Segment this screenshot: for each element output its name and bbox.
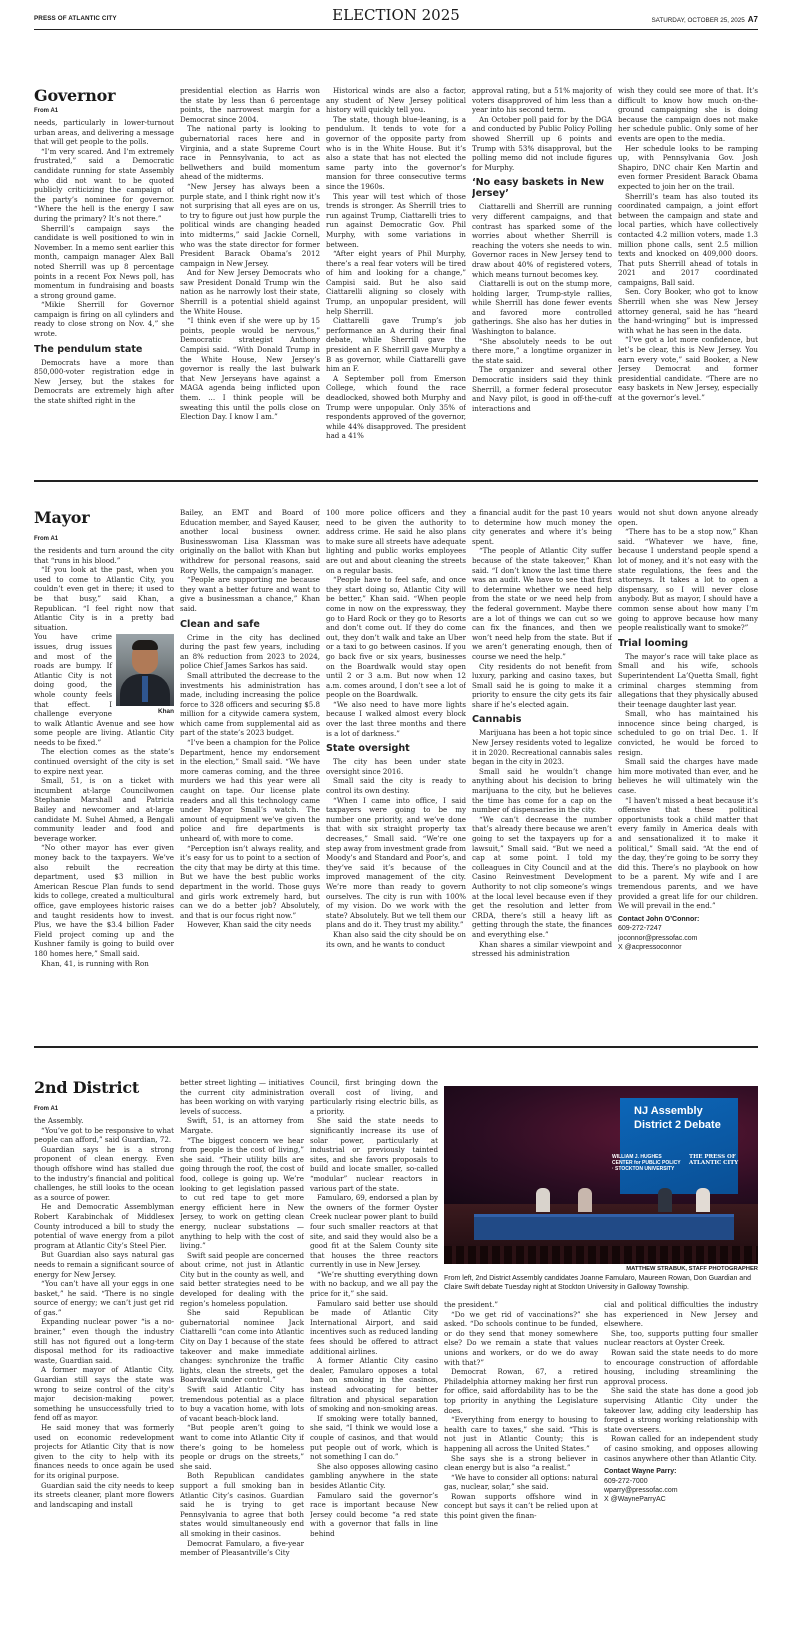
paragraph: Small, 51, is on a ticket with incumbent at-large Councilwomen Stephanie Marshall and Patricia Bailey and newcomer and at-large candidate M. Suhel Ahmed, a Bengali community leader and food and beverage worker. [34, 776, 174, 843]
paragraph: “The people of Atlantic City suffer because of the state takeover,” Khan said. “I don’t know the last time there was an audit. We have to see that first to determine whether we need help from the state or we need help from the federal government. Maybe there are a lot of things we can cut so we can fix the finances, and then we won’t need help from the state. But if we aren’t generating enough, then of course we need the help.” [472, 546, 612, 661]
paragraph: And for New Jersey Democrats who saw President Donald Trump win the nation as he narrowly lost their state, Sherrill is a potential shield against the White House. [180, 268, 320, 316]
paragraph: This year will test which of those trends is stronger. As Sherrill tries to run against Trump, Ciattarelli tries to run against Democratic Gov. Phil Murphy, with some variations in between. [326, 191, 466, 249]
district-col-5 [604, 1300, 758, 1636]
paragraph: Khan shares a similar viewpoint and stressed his administration [472, 939, 612, 959]
contact-email[interactable]: wparry@pressofac.com [604, 1486, 678, 1494]
paragraph: She said the state has done a good job supervising Atlantic City under the takeover law, adding city leadership has forged a strong working relationship with state overseers. [604, 1386, 758, 1434]
paragraph: Marijuana has been a hot topic since New Jersey residents voted to legalize it in 2020. Recreational cannabis sales began in the city in 2023. [472, 728, 612, 767]
paragraph: A former mayor of Atlantic City, Guardian still says the state was wrong to seize control of the city’s major decision-making power, something he unsuccessfully tried to fend off as mayor. [34, 1365, 174, 1423]
paragraph: approval rating, but a 51% majority of voters disapproved of him less than a year into his second term. [472, 86, 612, 115]
district-col-1 [34, 1116, 174, 1636]
district-col-2 [180, 1078, 304, 1636]
paragraph: the residents and turn around the city that “runs in his blood.” [34, 546, 174, 565]
governor-col-2 [180, 86, 320, 470]
debate-table [474, 1214, 734, 1240]
paragraph: would not shut down anyone already open. [618, 508, 758, 527]
paragraph: Swift said people are concerned about crime, not just in Atlantic City but in the county as well, and said better strategies need to be developed for dealing with the region’s homeless population. [180, 1250, 304, 1308]
paragraph: Rowan supports offshore wind in concept but says it can’t be relied upon at this point given the finan- [444, 1491, 598, 1521]
mayor-col-5 [618, 508, 758, 1036]
paragraph: “I’m very scared. And I’m extremely frustrated,” said a Democratic candidate running for state Assembly who did not want to be quoted publicly criticizing the campaign of the party’s nominee for governor. “Where the hell is the energy I saw during the primary? It’s not there.” [34, 146, 174, 223]
paragraph: Her schedule looks to be ramping up, with Pennsylvania Gov. Josh Shapiro, DNC chair Ken Martin and even former President Barack Obama expected to join her on the trail. [618, 143, 758, 191]
date-text: SATURDAY, OCTOBER 25, 2025 [651, 17, 745, 24]
paragraph: Rowan called for an independent study of casino smoking, and opposes allowing casinos anywhere other than Atlantic City. [604, 1434, 758, 1463]
contact-phone: 609-272-7247 [618, 925, 662, 933]
paragraph: “She absolutely needs to be out there more,” a longtime organizer in the state said. [472, 336, 612, 365]
paragraph: The national party is looking to gubernatorial races here and in Virginia, and a state Supreme Court race in Pennsylvania, to act as bellwethers and build momentum ahead of the midterms. [180, 124, 320, 182]
mayor-jump-line: From A1 [34, 536, 59, 542]
paragraph: “We’re shutting everything down with no backup, and we all pay the price for it,” she said. [310, 1269, 438, 1299]
paragraph: 100 more police officers and they need to be given the authority to address crime. He said he also plans to make sure all streets have adequate lighting and public works employees are out and about cleaning the streets on a regular basis. [326, 508, 466, 575]
paragraph: “I’ve got a lot more confidence, but let’s be clear, this is New Jersey. You earn every vote,” said Booker, a New Jersey Democrat and former presidential candidate. “There are no easy baskets in New Jersey, especially at the governor’s level.” [618, 335, 758, 402]
subhead-pendulum: The pendulum state [34, 343, 143, 355]
paragraph: A September poll from Emerson College, which found the race deadlocked, showed both Murphy and Trump were unpopular. Only 35% of respondents approved of the governor, while 44% disapproved. The president had a 41% [326, 373, 466, 441]
paragraph: Famularo said better use should be made of Atlantic City International Airport, and said incentives such as reduced landing fees should be offered to attract additional airlines. [310, 1298, 438, 1356]
paragraph: Democrat Famularo, a five-year member of Pleasantville’s City [180, 1538, 304, 1558]
paragraph: An October poll paid for by the DGA and conducted by Public Policy Polling showed Sherrill up 6 points and Trump with 53% disapproval, but the polling memo did not include figures for Murphy. [472, 114, 612, 172]
paragraph: The state, though blue-leaning, is a pendulum. It tends to vote for a governor of the opposite party from who is in the White House. But it’s also a state that has not elected the same party into the governor’s mansion for three consecutive terms since the 1960s. [326, 114, 466, 191]
contact-name: Contact Wayne Parry: [604, 1468, 677, 1476]
subhead-cannabis: Cannabis [472, 714, 522, 726]
mayor-col-3 [326, 508, 466, 1036]
paragraph: wish they could see more of that. It’s difficult to know how much on-the-ground campaigning she is doing because the campaign does not make her schedule public. Only some of her events are open to the media. [618, 86, 758, 143]
candidate-figure [696, 1188, 710, 1212]
stockton-logo-text: WILLIAM J. HUGHES CENTER for PUBLIC POLICY · STOCKTON UNIVERSITY [612, 1154, 681, 1172]
paragraph: presidential election as Harris won the state by less than 6 percentage points, the narrowest margin for a Democrat since 2004. [180, 86, 320, 124]
district-jump-line: From A1 [34, 1106, 59, 1112]
district-col-3 [310, 1078, 438, 1636]
paragraph: Democrat Rowan, 67, a retired Philadelphia attorney making her first run for office, said affordability has to be the top priority in anything the Legislature does. [444, 1367, 598, 1415]
district-title: 2nd District [34, 1078, 140, 1097]
paragraph: “You can’t have all your eggs in one basket,” he said. “There is no single source of energy; we can’t just get rid of gas.” [34, 1279, 174, 1317]
paragraph: Ciattarelli gave Trump’s job performance an A during their final debate, while Sherrill gave the president an F. Sherrill gave Murphy a B as governor, while Ciattarelli gave him an F. [326, 316, 466, 374]
paragraph: “You’ve got to be responsive to what people can afford,” said Guardian, 72. [34, 1125, 174, 1145]
mayor-col-1 [34, 546, 174, 1034]
candidate-figure [658, 1188, 672, 1212]
paragraph: Small said he wouldn’t change anything about his decision to bring marijuana to the city, but he believes the time has come for a cap on the number of dispensaries in the city. [472, 766, 612, 815]
district-section [34, 1078, 758, 1638]
masthead [34, 6, 758, 30]
paragraph: Bailey, an EMT and Board of Education member, and Sayed Kauser, another local business owner. Businesswoman Lisa Klassman was originally on the ballot with Khan but withdrew for personal reasons, said Rory Wells, the campaign’s manager. [180, 508, 320, 575]
paragraph: If smoking were totally banned, she said, “I think we would lose a couple of casinos, and that would put people out of work, which is not something I can do.” [310, 1413, 438, 1462]
paragraph: She said the state needs to significantly increase its use of solar power, particularly at industrial or previously tainted sites, and she favors proposals to build and locate smaller, so-called “modular” nuclear reactors in various part of the state. [310, 1116, 438, 1193]
debate-photo [444, 1086, 758, 1264]
paragraph: The mayor’s race will take place as Small and his wife, schools Superintendent La’Quetta Small, fight criminal charges stemming from allegations that they physically abused their teenage daughter last year. [618, 651, 758, 709]
paragraph: She says she is a strong believer in clean energy but is also “a realist.” [444, 1453, 598, 1473]
paragraph: “When I came into office, I said taxpayers were going to be my number one priority, and we’ve done that with six straight property tax decreases,” Small said. “We’re one step away from investment grade from Moody’s and Standard and Poor’s, and they’ve said it’s because of the improved management of the city. We’re more than ready to govern ourselves. The city is run with 100% of my vision. Do we work with the state? Absolutely. But we tell them our plans and do it. They trust my ability.” [326, 795, 466, 930]
paragraph: However, Khan said the city needs [187, 920, 312, 930]
contact-handle[interactable]: X @WayneParryAC [604, 1496, 666, 1504]
paragraph: “After eight years of Phil Murphy, there’s a real fear voters will be tired of him and looking for a change,” Campisi said. But he also said Ciattarelli aligning so closely with Trump, an unpopular president, will help Sherrill. [326, 249, 466, 316]
mayor-title: Mayor [34, 508, 90, 527]
paragraph: better street lighting — initiatives the current city administration has been working on with varying levels of success. [180, 1078, 304, 1116]
paragraph: “We also need to have more lights because I walked almost every block over the last three months and there is a lot of darkness.” [326, 699, 466, 738]
paragraph: Democrats have a more than 850,000-voter registration edge in New Jersey, but the stakes for Democrats are extremely high after the state shifted right in the [34, 357, 174, 406]
paragraph: Small, who has maintained his innocence since being charged, is scheduled to go on trial Dec. 1. If convicted, he would be forced to resign. [618, 709, 758, 757]
photo-caption: From left, 2nd District Assembly candidates Joanne Famularo, Maureen Rowan, Don Guardian and Claire Swift debate Tuesday night at Stockton University in Galloway Township. [444, 1275, 751, 1291]
paragraph: the Assembly. [34, 1116, 84, 1125]
paragraph: “Mikie Sherrill for Governor campaign is firing on all cylinders and ready to close strong on Nov. 4,” she wrote. [34, 300, 174, 339]
section-divider [34, 1046, 758, 1048]
paragraph: Famularo said the governor’s race is important because New Jersey could become “a red state with a governor that falls in line behind [310, 1490, 438, 1538]
paragraph: Historical winds are also a factor, any student of New Jersey political history will quickly tell you. [326, 86, 466, 115]
paragraph: Crime in the city has declined during the past few years, including an 8% reduction from 2023 to 2024, police Chief James Sarkos has said. [180, 632, 320, 671]
paragraph: “The biggest concern we hear from people is the cost of living,” she said. “Their utility bills are going through the roof, the cost of food, college is going up. We’re looking to get legislation passed to cut red tape to get more energy efficient here in New Jersey, to work on getting clean energy, nuclear substations — anything to help with the cost of living.” [180, 1135, 304, 1251]
paragraph: cial and political difficulties the industry has experienced in New Jersey and elsewhere. [604, 1300, 758, 1329]
paragraph: Rowan said the state needs to do more to encourage construction of affordable housing, including streamlining the approval process. [604, 1347, 758, 1386]
screen-title-line-1: NJ Assembly [634, 1105, 703, 1117]
paragraph: Small said the charges have made him more motivated than ever, and he believes he will ultimately win the case. [618, 757, 758, 796]
paragraph: Expanding nuclear power “is a no-brainer,” even though the industry still has not figured out a long-term disposal method for its radioactive waste, Guardian said. [34, 1317, 174, 1365]
paragraph: Swift said Atlantic City has tremendous potential as a place to buy a vacation home, with lots of vacant beach-block land. [180, 1385, 304, 1423]
issue-date [651, 15, 758, 24]
paper-name: PRESS OF ATLANTIC CITY [34, 15, 117, 22]
paragraph: He and Democratic Assemblyman Robert Karabinchak of Middlesex County introduced a bill to study the potential of wave energy from a pilot program at Atlantic City’s Steel Pier. [34, 1202, 174, 1250]
khan-photo [116, 634, 174, 715]
paragraph: A former Atlantic City casino dealer, Famularo opposes a total ban on smoking in the casinos, instead advocating for better filtration and physical separation of smoking and non-smoking areas. [310, 1356, 438, 1414]
khan-portrait [116, 634, 174, 706]
paragraph: Ciattarelli is out on the stump more, holding larger, Trump-style rallies, while Sherrill has done fewer events and favored more controlled gatherings. She also has her duties in Washington to balance. [472, 279, 612, 337]
candidate-figure [536, 1188, 550, 1212]
paragraph: “Perception isn’t always reality, and it’s easy for us to point to a section of the city that may be dirty at this time. But we have the best public works department in the world. Those guys and girls work extremely hard, but can we do a better job? Absolutely, and that is our focus right now.” [180, 843, 320, 920]
paragraph: Sherrill’s team has also touted its coordinated campaign, a joint effort between the campaign and state and local parties, which have collectively contacted 4.2 million voters, made 1.3 million phone calls, sent 2.5 million texts and knocked on 409,000 doors. That puts Sherrill ahead of totals in 2021 and 2017 coordinated campaigns, Ball said. [618, 191, 758, 287]
paragraph: needs, particularly in lower-turnout urban areas, and delivering a message that will get people to the polls. [34, 118, 174, 147]
paragraph: “People are supporting me because they want a better future and want to give a businessman a chance,” Khan said. [180, 575, 320, 613]
paragraph: “But people aren’t going to want to come into Atlantic City if there’s going to be homeless people or drugs on the streets,” she said. [180, 1423, 304, 1471]
paragraph: Guardian says he is a strong proponent of clean energy. Even though offshore wind has stalled due to the industry’s financial and political challenges, he still looks to the ocean as a source of power. [34, 1144, 174, 1202]
governor-col-4 [472, 86, 612, 470]
paragraph: Khan also said the city should be on its own, and he wants to conduct [326, 929, 466, 949]
paragraph: You have crime issues, drug issues and most of the roads are bumpy. If Atlantic City is not doing good, the whole county feels that effect. I challenge everyone to walk Atlantic Avenue and see how some people are living. Atlantic City needs to be fixed.” [34, 632, 174, 747]
paragraph: She said Republican gubernatorial nominee Jack Ciattarelli “can come into Atlantic City on Day 1 because of the state takeover and make immediate changes: synchronize the traffic lights, clean the streets, get the Boardwalk under control.” [180, 1308, 304, 1385]
paragraph: Small said the city is ready to control its own destiny. [326, 776, 466, 796]
district-contact [604, 1467, 758, 1505]
paragraph: Both Republican candidates support a full smoking ban in Atlantic City’s casinos. Guardian said he is trying to get Pennsylvania to agree that both states would simultaneously end all smoking in their casinos. [180, 1471, 304, 1538]
press-logo-text: THE PRESS OF ATLANTIC CITY [689, 1154, 739, 1166]
contact-handle[interactable]: X @acpressoconnor [618, 943, 682, 951]
mayor-col-2 [180, 508, 320, 1036]
paragraph: Sen. Cory Booker, who got to know Sherrill when she was New Jersey attorney general, said he has “heard the hand-wringing” but is impressed with what he has seen in the data. [618, 287, 758, 335]
district-col-4 [444, 1300, 598, 1636]
contact-phone: 609-272-7000 [604, 1477, 648, 1485]
paragraph: Council, first bringing down the overall cost of living, and particularly rising electric bills, as a priority. [310, 1078, 438, 1116]
paragraph: “People have to feel safe, and once they start doing so, Atlantic City will be better,” Khan said. “When people come in now on the expressway, they go to Hard Rock or they go to Resorts and don’t come out. If they do come out, they don’t walk and take an Uber or a taxi to go between casinos. If you go back five or six years, businesses on the Boardwalk would stay open until 2 or 3 a.m. But now when 12 a.m. comes around, I don’t see a lot of people on the Boardwalk. [326, 575, 466, 700]
paragraph: “I think even if she were up by 15 points, people would be nervous,” Democratic strategist Anthony Campisi said. “With Donald Trump in the White House, New Jersey’s governor is really the last bulwark that New Jerseyans have against a MAGA agenda being inflicted upon them. … I think people will be sweating this until the polls close on Election Day. I know I am.” [180, 316, 320, 422]
paragraph: Famularo, 69, endorsed a plan by the owners of the former Oyster Creek nuclear power plant to build four such smaller reactors at that site, and said they would also be a good fit at the Salem County site that houses the three reactors currently in use in New Jersey. [310, 1193, 438, 1270]
paragraph: Khan, 41, is running with Ron [41, 958, 149, 968]
paragraph: Sherrill’s campaign says the candidate is well positioned to win in November. In a memo sent earlier this month, campaign manager Alex Ball noted Sherrill was up 8 percentage points in a recent Fox News poll, has momentum in fundraising and boasts a strong ground game. [34, 223, 174, 300]
paragraph: She, too, supports putting four smaller nuclear reactors at Oyster Creek. [604, 1328, 758, 1348]
governor-col-5 [618, 86, 758, 470]
paragraph: “We can’t decrease the number that’s already there because we aren’t going to set the taxpayers up for a lawsuit,” Small said. “But we need a cap at some point. I told my colleagues in City Council and at the Casino Reinvestment Development Authority to not clip someone’s wings at the local level because even if they get the resolution and letter from CRDA, there’s still a heavy lift as getting through the state, the finances and everything else.” [472, 814, 612, 939]
khan-photo-caption: Khan [158, 708, 174, 716]
subhead-clean-safe: Clean and safe [180, 618, 260, 630]
page-number: A7 [747, 15, 758, 24]
mayor-contact [618, 915, 758, 953]
section-divider [34, 480, 758, 482]
mayor-col-4 [472, 508, 612, 1036]
paragraph: “We have to consider all options: natural gas, nuclear, solar,” she said. [444, 1472, 598, 1492]
paragraph: Guardian said the city needs to keep its streets cleaner, plant more flowers and landscaping and install [34, 1480, 174, 1509]
audience-seats [444, 1246, 758, 1264]
subhead-trial-looming: Trial looming [618, 637, 689, 649]
governor-col-3 [326, 86, 466, 470]
paragraph: “There has to be a stop now,” Khan said. “Whatever we have, fine, because I understand people spend a lot of money, and it’s not easy with the state regulations, the fees and the attorneys. It takes a lot to open a dispensary, so I will never close anybody. But as mayor, I should have a common sense about how many I’m going to approve because how many people realistically want to smoke?” [618, 527, 758, 633]
mayor-section [34, 508, 758, 1036]
paragraph: The organizer and several other Democratic insiders said they think Sherrill, a former federal prosecutor and Navy pilot, is good in off-the-cuff interactions and [472, 365, 612, 413]
paragraph: He said money that was formerly used on economic redevelopment projects for Atlantic City that is now given to the city to help with its finances needs to once again be used for its original purpose. [34, 1423, 174, 1480]
governor-jump-line: From A1 [34, 108, 59, 114]
paragraph: Small attributed the decrease to the investments his administration has made, including increasing the police force to 328 officers and securing $5.8 million for a citywide camera system, which came from supplemental aid as part of the state’s 2023 budget. [180, 670, 320, 738]
paragraph: But Guardian also says natural gas needs to remain a significant source of energy for New Jersey. [34, 1250, 174, 1279]
contact-name: Contact John O’Connor: [618, 915, 700, 923]
paragraph: “New Jersey has always been a purple state, and I think right now it’s not surprising that all eyes are on us, to try to figure out just how purple the political winds are changing headed into midterms,” said Jackie Cornell, who was the state director for former President Barack Obama’s 2012 campaign in New Jersey. [180, 181, 320, 268]
contact-email[interactable]: joconnor@pressofac.com [618, 934, 698, 942]
section-name: ELECTION 2025 [332, 6, 460, 24]
paragraph: “Do we get rid of vaccinations?” she asked. “Do schools continue to be funded, or do they send that money somewhere else? Do we remain a state that values unions and workers, or do we do away with that?” [444, 1309, 598, 1367]
paragraph: The city has been under state oversight since 2016. [326, 757, 466, 776]
candidate-figure [578, 1188, 592, 1212]
paragraph: City residents do not benefit from luxury, parking and casino taxes, but Small said he is going to make it a priority to ensure the city gets its fair share if he’s elected again. [472, 661, 612, 709]
governor-section [34, 86, 758, 470]
paragraph: The election comes as the state’s continued oversight of the city is set to expire next year. [34, 747, 174, 776]
screen-title-line-2: District 2 Debate [634, 1119, 721, 1131]
paragraph: “Everything from energy to housing to health care to taxes,” she said. “This is not just in Atlantic County; this is happening all across the United States.” [444, 1415, 598, 1453]
paragraph: She also opposes allowing casino gambling anywhere in the state besides Atlantic City. [310, 1461, 438, 1490]
paragraph: “I’ve been a champion for the Police Department, hence my endorsement in the election,” Small said. “We have more cameras coming, and the three murders we had this year were all caught on tape. Our license plate readers and all this technology came under Mayor Small’s watch. The amount of equipment we’ve given the police and fire departments is unheard of, with more to come. [180, 738, 320, 843]
paragraph: the president.” [444, 1300, 498, 1309]
subhead-easy-baskets: ‘No easy baskets in New Jersey’ [472, 177, 605, 200]
governor-col-1 [34, 118, 174, 468]
paragraph: Swift, 51, is an attorney from Margate. [180, 1116, 304, 1135]
governor-title: Governor [34, 86, 116, 105]
photo-credit: MATTHEW STRABUK, STAFF PHOTOGRAPHER [626, 1266, 758, 1272]
paragraph: Ciattarelli and Sherrill are running very different campaigns, and that contrast has sparked some of the worries about whether Sherrill is reaching the voters she needs to win. Governor races in New Jersey tend to draw about 40% of registered voters, which means turnout becomes key. [472, 202, 612, 279]
paragraph: a financial audit for the past 10 years to determine how much money the city generates and where it’s being spent. [472, 508, 612, 546]
paragraph: “If you look at the past, when you used to come to Atlantic City, you couldn’t even get in there; it used to be that busy,” said Khan, a Republican. “I feel right now that Atlantic City is in a pretty bad situation. [34, 565, 174, 632]
paragraph: “I haven’t missed a beat because it’s offensive that these political opportunists took a child matter that every family in America deals with and sensationalized it to make it political,” Small said. “At the end of the day, they’re going to be sorry they did this. There’s no playbook on how to be a parent. My wife and I are tremendous parents, and we have provided a great life for our children. We will prevail in the end.” [618, 795, 758, 911]
paragraph: “No other mayor has ever given money back to the taxpayers. We’ve also rebuilt the recreation department, used $3 million in American Rescue Plan funds to send kids to college, created a multicultural office, gave employees historic raises and taught residents how to invest. Plus, we have the $3.4 billion Fader Field project coming up and the Kushner family is going to build over 180 homes here,” Small said. [34, 843, 174, 958]
subhead-state-oversight: State oversight [326, 743, 410, 755]
